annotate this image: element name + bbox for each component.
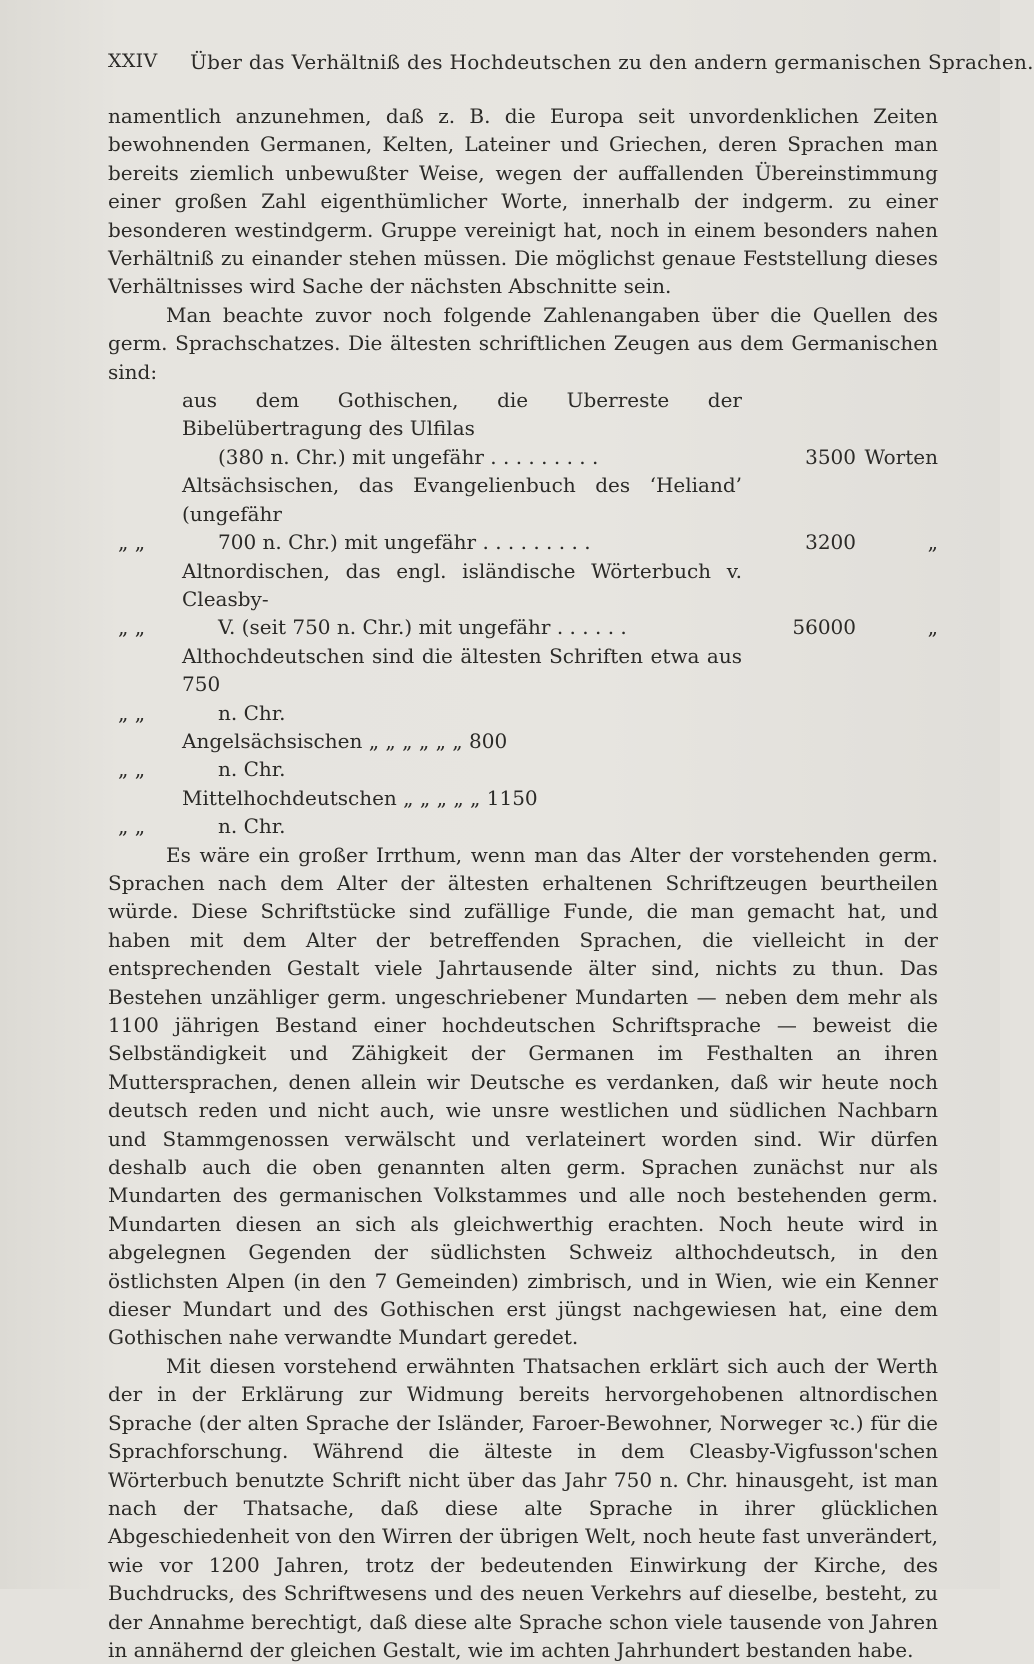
list-item-description [182, 386, 742, 471]
list-item-value: 3500 [805, 444, 856, 469]
list-item-description [182, 727, 742, 784]
list-item [108, 727, 938, 784]
list-item-line2: V. (seit 750 n. Chr.) mit ungefähr . . . . . . [218, 615, 627, 640]
list-item [108, 386, 938, 471]
list-item-unit: Worten [864, 444, 938, 469]
list-item-line2: (380 n. Chr.) mit ungefähr . . . . . . . . . [218, 444, 599, 469]
ditto-marks: „ „ [118, 814, 146, 839]
list-item-line2: n. Chr. [218, 757, 286, 782]
paragraph-4: Mit diesen vorstehend erwähnten Thatsachen erklärt sich auch der Werth der in der Erklärung zur Widmung bereits hervorgehobenen altnordischen Sprache (der alten Sprache der Isländer, Faroer-Bewohner, Norweger ꝛc.) für die Sprachforschung. Während die älteste in dem Cleasby-Vigfusson'schen Wörterbuch benutzte Schrift nicht über das Jahr 750 n. Chr. hinausgeht, ist man nach der Thatsache, daß diese alte Sprache in ihrer glücklichen Abgeschiedenheit von den Wirren der übrigen Welt, noch heute fast unverändert, wie vor 1200 Jahren, trotz der bedeutenden Einwirkung der Kirche, des Buchdrucks, des Schriftwesens und des neuen Verkehrs auf dieselbe, besteht, zu der Annahme berechtigt, daß diese alte Sprache schon viele tausende von Jahren in annähernd der gleichen Gestalt, wie im achten Jahrhundert bestanden habe. [108, 1353, 938, 1662]
list-item [108, 642, 938, 727]
list-item [108, 557, 938, 642]
sources-list [108, 386, 938, 841]
list-item-description [182, 642, 742, 727]
list-item-line2: n. Chr. [218, 700, 286, 725]
paragraph-1: namentlich anzunehmen, daß z. B. die Europa seit unvordenklichen Zeiten bewohnenden Germanen, Kelten, Lateiner und Griechen, deren Sprachen man bereits ziemlich unbewußter Weise, wegen der auffallenden Übereinstimmung einer großen Zahl eigenthümlicher Worte, innerhalb der indgerm. zu einer besonderen westindgerm. Gruppe vereinigt hat, noch in einem besonders nahen Verhältniß zu einander stehen müssen. Die möglichst genaue Feststellung dieses Verhältnisses wird Sache der nächsten Abschnitte sein. [108, 104, 938, 299]
running-title: Über das Verhältniß des Hochdeutschen zu den andern germanischen Sprachen. [190, 50, 1034, 74]
ditto-marks: „ „ [118, 615, 146, 640]
list-item-line1: Mittelhochdeutschen „ „ „ „ „ 1150 [182, 785, 538, 810]
list-item [108, 471, 938, 556]
list-item-description [182, 557, 742, 642]
list-item-unit: „ [927, 530, 938, 555]
list-item-description [182, 471, 742, 556]
list-item-line2: 700 n. Chr.) mit ungefähr . . . . . . . . . [218, 530, 591, 555]
list-item-value: 56000 [792, 615, 856, 640]
paragraph-2: Man beachte zuvor noch folgende Zahlenangaben über die Quellen des germ. Sprachschatzes. Die ältesten schriftlichen Zeugen aus dem Germanischen sind: [108, 302, 938, 384]
list-item [108, 784, 938, 841]
list-item-line1: Altnordischen, das engl. isländische Wörterbuch v. Cleasby- [182, 558, 742, 611]
list-item-line1: Altsächsischen, das Evangelienbuch des ‘Heliand’ (ungefähr [182, 473, 742, 526]
list-item-line2: n. Chr. [218, 814, 286, 839]
list-item-line1: aus dem Gothischen, die Uberreste der Bibelübertragung des Ulfilas [182, 388, 742, 441]
list-item-description [182, 784, 742, 841]
ditto-marks: „ „ [118, 530, 146, 555]
body-text [108, 102, 938, 1664]
ditto-marks: „ „ [118, 700, 146, 725]
ditto-marks: „ „ [118, 757, 146, 782]
list-item-value: 3200 [805, 530, 856, 555]
paragraph-3: Es wäre ein großer Irrthum, wenn man das Alter der vorstehenden germ. Sprachen nach dem Alter der ältesten erhaltenen Schriftzeugen beurtheilen würde. Diese Schriftstücke sind zufällige Funde, die man gemacht hat, und haben mit dem Alter der betreffenden Sprachen, die vielleicht in der entsprechenden Gestalt viele Jahrtausende älter sind, nichts zu thun. Das Bestehen unzähliger germ. ungeschriebener Mundarten — neben dem mehr als 1100 jährigen Bestand einer hochdeutschen Schriftsprache — beweist die Selbständigkeit und Zähigkeit der Germanen im Festhalten an ihren Muttersprachen, denen allein wir Deutsche es verdanken, daß wir heute noch deutsch reden und nicht auch, wie unsre westlichen und südlichen Nachbarn und Stammgenossen verwälscht und verlateinert worden sind. Wir dürfen deshalb auch die oben genannten alten germ. Sprachen zunächst nur als Mundarten des germanischen Volkstammes und alle noch bestehenden germ. Mundarten diesen an sich als gleichwerthig erachten. Noch heute wird in abgelegnen Gegenden der südlichsten Schweiz althochdeutsch, in den östlichsten Alpen (in den 7 Gemeinden) zimbrisch, und in Wien, wie ein Kenner dieser Mundart und des Gothischen erst jüngst nachgewiesen hat, eine dem Gothischen nahe verwandte Mundart geredet. [108, 842, 938, 1350]
page-number: XXIV [108, 50, 158, 72]
list-item-unit: „ [927, 615, 938, 640]
list-item-line1: Althochdeutschen sind die ältesten Schriften etwa aus 750 [182, 643, 742, 697]
running-head [108, 50, 1034, 80]
list-item-line1: Angelsächsischen „ „ „ „ „ „ 800 [182, 728, 508, 753]
